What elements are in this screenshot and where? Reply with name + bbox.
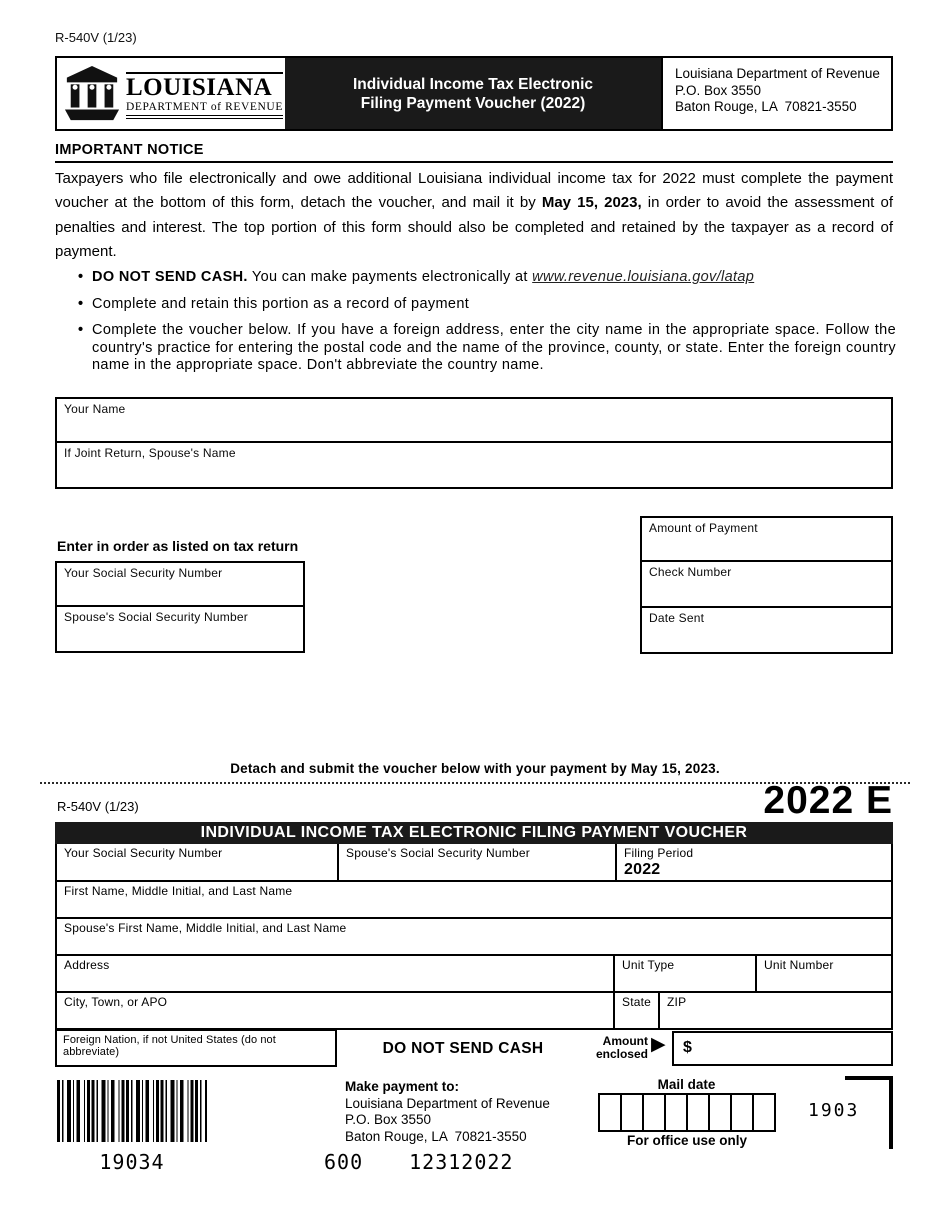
office-use-label: For office use only xyxy=(626,1133,748,1148)
mail-date-grid[interactable] xyxy=(598,1093,776,1132)
voucher-spouse-ssn-label: Spouse's Social Security Number xyxy=(346,846,530,860)
office-code-1903: 1903 xyxy=(808,1100,860,1121)
your-name-field[interactable] xyxy=(55,397,893,443)
city-label: City, Town, or APO xyxy=(64,995,168,1009)
logo-dept: DEPARTMENT of REVENUE xyxy=(126,101,283,116)
spouse-name-field[interactable] xyxy=(55,443,893,489)
zip-label: ZIP xyxy=(667,995,687,1009)
city-field[interactable] xyxy=(57,993,613,1028)
mail-date-cell[interactable] xyxy=(686,1095,708,1130)
mail-date-cell[interactable] xyxy=(600,1095,620,1130)
voucher-row-city xyxy=(57,993,891,1030)
instructions-list xyxy=(78,269,896,384)
bullet-marker: • xyxy=(78,269,84,285)
notice-due-date: May 15, 2023, xyxy=(541,194,642,212)
important-notice-paragraph xyxy=(55,167,893,264)
form-number-top: R-540V (1/23) xyxy=(55,30,137,45)
amount-of-payment-field[interactable] xyxy=(640,516,893,562)
spouse-name-label: If Joint Return, Spouse's Name xyxy=(64,446,236,460)
address-label: Address xyxy=(64,958,110,972)
notice-text-pre: Taxpayers who file electronically and owe additional Louisiana individual income tax for 2022 must complete the payment voucher at the bottom of this form, detach the voucher, and mail it by xyxy=(55,170,893,212)
logo-name: LOUISIANA xyxy=(126,72,283,101)
do-not-send-cash-voucher: DO NOT SEND CASH xyxy=(382,1040,544,1057)
foreign-nation-field[interactable] xyxy=(55,1029,337,1067)
address-line1: Louisiana Department of Revenue xyxy=(675,66,880,81)
retain-portion-text: Complete and retain this portion as a record of payment xyxy=(92,295,470,312)
voucher-spouse-name-field[interactable] xyxy=(57,919,891,954)
check-number-label: Check Number xyxy=(649,565,732,579)
unit-number-label: Unit Number xyxy=(764,958,834,972)
voucher-your-ssn-field[interactable] xyxy=(57,844,337,880)
form-title-line2: Filing Payment Voucher (2022) xyxy=(360,94,586,112)
mail-date-label: Mail date xyxy=(657,1077,716,1092)
voucher-spouse-name-label: Spouse's First Name, Middle Initial, and Last Name xyxy=(64,921,347,935)
bullet-complete-voucher xyxy=(78,322,896,375)
form-title xyxy=(285,58,661,129)
bottom-scanline-codes xyxy=(324,1150,513,1174)
spouse-ssn-label: Spouse's Social Security Number xyxy=(64,610,248,624)
filing-period-value: 2022 xyxy=(624,861,661,878)
voucher-row-spouse-name xyxy=(57,919,891,956)
bullet-marker: • xyxy=(78,322,84,338)
voucher-name-label: First Name, Middle Initial, and Last Name xyxy=(64,884,293,898)
foreign-nation-label: Foreign Nation, if not United States (do not abbreviate) xyxy=(63,1034,276,1058)
amount-enclosed-line1: Amount xyxy=(602,1034,648,1048)
notice-text-post: in order to avoid the assessment of penalties and interest. The top portion of this form should also be completed and retained by the taxpayer as a record of payment. xyxy=(55,194,893,260)
mail-date-cell[interactable] xyxy=(708,1095,730,1130)
voucher-row-address xyxy=(57,956,891,993)
address-line2: P.O. Box 3550 xyxy=(675,82,762,98)
state-field[interactable] xyxy=(613,993,658,1028)
address-field[interactable] xyxy=(57,956,613,991)
make-payment-heading: Make payment to: xyxy=(345,1079,460,1094)
voucher-table xyxy=(55,844,893,1030)
arrow-right-icon: ▶ xyxy=(651,1034,666,1055)
amount-enclosed-line2: enclosed xyxy=(595,1047,648,1061)
your-ssn-field[interactable] xyxy=(55,561,305,607)
voucher-row-name xyxy=(57,882,891,919)
form-header xyxy=(55,56,893,131)
record-payment-fields xyxy=(640,516,893,654)
check-number-field[interactable] xyxy=(640,562,893,608)
bullet-retain-portion xyxy=(78,296,896,314)
form-number-voucher: R-540V (1/23) xyxy=(57,799,139,814)
complete-voucher-text: Complete the voucher below. If you have a foreign address, enter the city name in the appropriate space. Follow the country's practice for entering the postal code and the name of the province, county, or state. Enter the foreign country name in the appropriate space. Don't abbreviate the country name. xyxy=(92,322,896,373)
detach-instruction: Detach and submit the voucher below with your payment by May 15, 2023. xyxy=(230,761,720,776)
form-title-line1: Individual Income Tax Electronic xyxy=(352,75,594,93)
amount-enclosed-field[interactable] xyxy=(672,1031,893,1066)
record-ssn-fields xyxy=(55,561,305,653)
electronic-payment-text: You can make payments electronically at xyxy=(247,269,533,285)
louisiana-capitol-icon xyxy=(63,65,121,123)
payee-line1: Louisiana Department of Revenue xyxy=(345,1095,550,1111)
mail-date-cell[interactable] xyxy=(664,1095,686,1130)
mail-date-cell[interactable] xyxy=(642,1095,664,1130)
voucher-name-field[interactable] xyxy=(57,882,891,917)
dollar-sign: $ xyxy=(683,1039,692,1056)
order-caption: Enter in order as listed on tax return xyxy=(57,538,299,554)
voucher-row-ssn xyxy=(57,844,891,882)
spouse-ssn-field[interactable] xyxy=(55,607,305,653)
record-name-fields xyxy=(55,397,893,489)
ldr-logo xyxy=(57,58,285,129)
your-name-label: Your Name xyxy=(64,402,126,416)
date-sent-field[interactable] xyxy=(640,608,893,654)
state-label: State xyxy=(622,995,652,1009)
scanline-code-600: 600 xyxy=(324,1150,364,1174)
zip-field[interactable] xyxy=(658,993,891,1028)
voucher-your-ssn-label: Your Social Security Number xyxy=(64,846,223,860)
voucher-title-bar: INDIVIDUAL INCOME TAX ELECTRONIC FILING PAYMENT VOUCHER xyxy=(55,822,893,844)
unit-type-label: Unit Type xyxy=(622,958,675,972)
amount-of-payment-label: Amount of Payment xyxy=(649,521,758,535)
unit-number-field[interactable] xyxy=(755,956,891,991)
payee-line2: P.O. Box 3550 xyxy=(345,1112,432,1127)
bullet-marker: • xyxy=(78,295,84,312)
bullet-do-not-send-cash xyxy=(78,269,896,287)
filing-period-label: Filing Period xyxy=(624,846,694,860)
mail-date-cell[interactable] xyxy=(730,1095,752,1130)
address-line3: Baton Rouge, LA 70821-3550 xyxy=(675,99,857,114)
make-payment-block xyxy=(345,1079,550,1145)
latap-link[interactable]: www.revenue.louisiana.gov/latap xyxy=(532,269,755,285)
do-not-send-cash-text: DO NOT SEND CASH. xyxy=(92,269,248,285)
barcode xyxy=(57,1080,207,1142)
logo-text xyxy=(126,72,283,116)
voucher-year-code: 2022 E xyxy=(763,779,893,822)
important-notice-heading: IMPORTANT NOTICE xyxy=(55,142,893,163)
voucher-spouse-ssn-field[interactable] xyxy=(337,844,615,880)
scanline-code-date: 12312022 xyxy=(409,1150,514,1174)
barcode-number: 19034 xyxy=(99,1150,165,1174)
mail-date-cell[interactable] xyxy=(620,1095,642,1130)
mail-date-cell[interactable] xyxy=(752,1095,774,1130)
filing-period-field xyxy=(615,844,891,880)
department-address xyxy=(661,58,891,129)
unit-type-field[interactable] xyxy=(613,956,755,991)
your-ssn-label: Your Social Security Number xyxy=(64,566,223,580)
payee-line3: Baton Rouge, LA 70821-3550 xyxy=(345,1128,527,1144)
date-sent-label: Date Sent xyxy=(649,611,705,625)
amount-enclosed-label xyxy=(560,1035,648,1061)
